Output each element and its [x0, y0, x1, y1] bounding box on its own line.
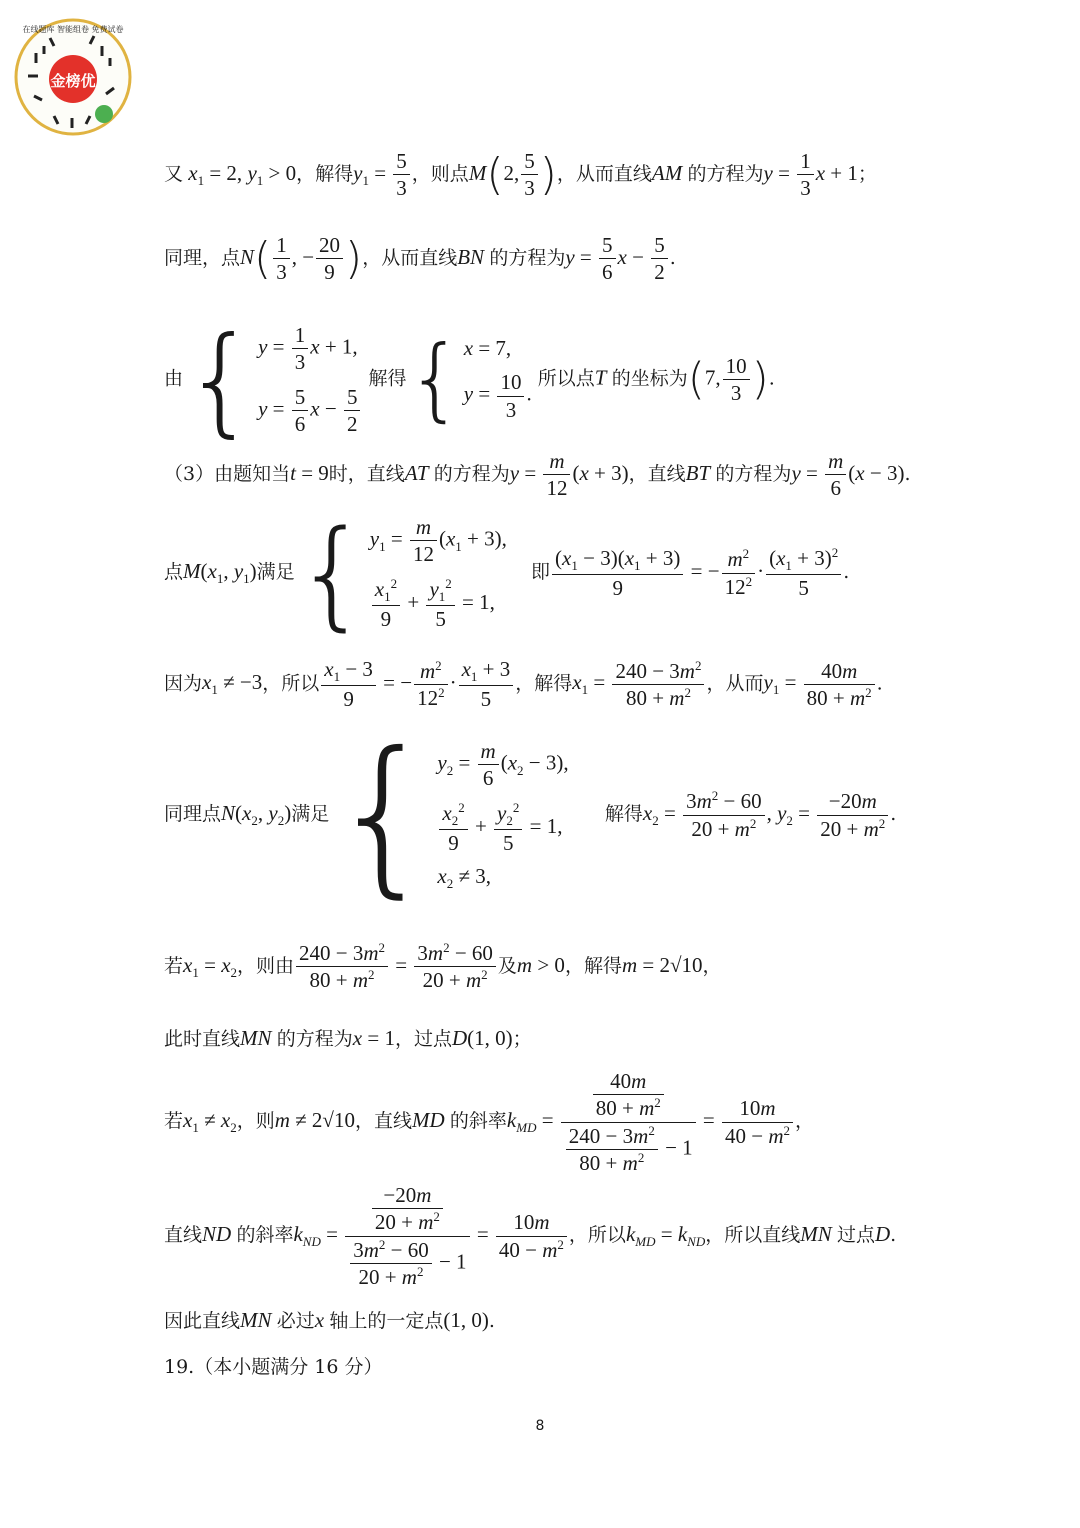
line-6: 因为$x_1 \ne -3$，所以 $\frac{x_1 - 3}{9}$ = − $\frac{m^2}{12^2}$ · $\frac{x_1 + 3}{5}$ ，解得$x_1$ = $\frac{240 - 3m^2}{80 + m^2}$ ，从而$y_1$ = $\frac{40m}{80 + m^2}$ . [164, 657, 883, 712]
line-12: 因此直线MN 必过x 轴上的一定点(1, 0). [164, 1308, 495, 1332]
line-9: 此时直线MN 的方程为x = 1，过点D(1, 0)； [164, 1026, 532, 1050]
line-1: 又 $x_1 = 2$, $y_1 > 0$，解得$y_1$ = $\frac{5}{3}$ ，则点M(2, $\frac{5}{3}$ )，从而直线AM 的方程为y = $\frac{1}{3}$ x + 1； [164, 148, 877, 201]
brand-logo [14, 18, 132, 136]
line-11: 直线ND 的斜率$k_{ND}$ = $\frac{-20m}{20 + m^2}$ $\frac{3m^2 - 60}{20 + m^2}$ − 1 = $\frac{10m}{40 - m^2}$ ，所以$k_{MD} = k_{ND}$，所以直线MN 过点D. [164, 1183, 897, 1289]
page-number: 8 [535, 1418, 545, 1434]
logo-brand-text: 金榜优 [50, 72, 96, 90]
line-8: 若$x_1 = x_2$，则由 $\frac{240 - 3m^2}{80 + m^2}$ = $\frac{3m^2 - 60}{20 + m^2}$ 及m > 0，解得m = 2√10， [164, 940, 722, 993]
problem-19-heading: 19.（本小题满分 16 分） [164, 1356, 383, 1378]
line-10: 若$x_1 \ne x_2$，则m ≠ 2√10，直线MD 的斜率$k_{MD}$ = $\frac{40m}{80 + m^2}$ $\frac{240 - 3m^2}{80 + m^2}$ − 1 = $\frac{10m}{40 - m^2}$ ， [164, 1069, 815, 1175]
line-2: 同理，点N( $\frac{1}{3}$ , − $\frac{20}{9}$ )，从而直线BN 的方程为y = $\frac{5}{6}$ x − $\frac{5}{2}$ . [164, 232, 676, 285]
line-7: 同理点$N(x_2$, $y_2$)满足{ $y_2$ = $\frac{m}{6}$ $(x_2 - 3)$, $\frac{x_2^2}{9}$ + $\frac{y_2^2}{5}$ = 1, $x_2 \ne 3$, 解得$x_2$ = $\frac{3m^2 - 60}{20 + m^2}$ , $y_2$ = $\frac{-20m}{20 + m^2}$ . [164, 716, 897, 914]
line-4: （3）由题知当t = 9时，直线AT 的方程为y = $\frac{m}{12}$ (x + 3)，直线BT 的方程为y = $\frac{m}{6}$ (x − 3). [164, 449, 911, 501]
line-3: 由{ y = $\frac{1}{3}$ x + 1, y = $\frac{5}{6}$ x − $\frac{5}{2}$ 解得{ x = 7, y = $\frac{10}{3}$ . 所以点T 的坐标为(7, $\frac{10}{3}$ ). [164, 310, 775, 449]
line-5: 点$M(x_1$, $y_1$)满足{ $y_1$ = $\frac{m}{12}$ $(x_1 + 3)$, $\frac{x_1^2}{9}$ + $\frac{y_1^2}{5}$ = 1, 即 $\frac{(x_1 - 3)(x_1 + 3)}{9}$ = − $\frac{m^2}{12^2}$ · $\frac{(x_1 + 3)^2}{5}$ . [164, 504, 850, 643]
logo-slogan: 在线题库 智能组卷 免费试卷 [22, 25, 124, 34]
